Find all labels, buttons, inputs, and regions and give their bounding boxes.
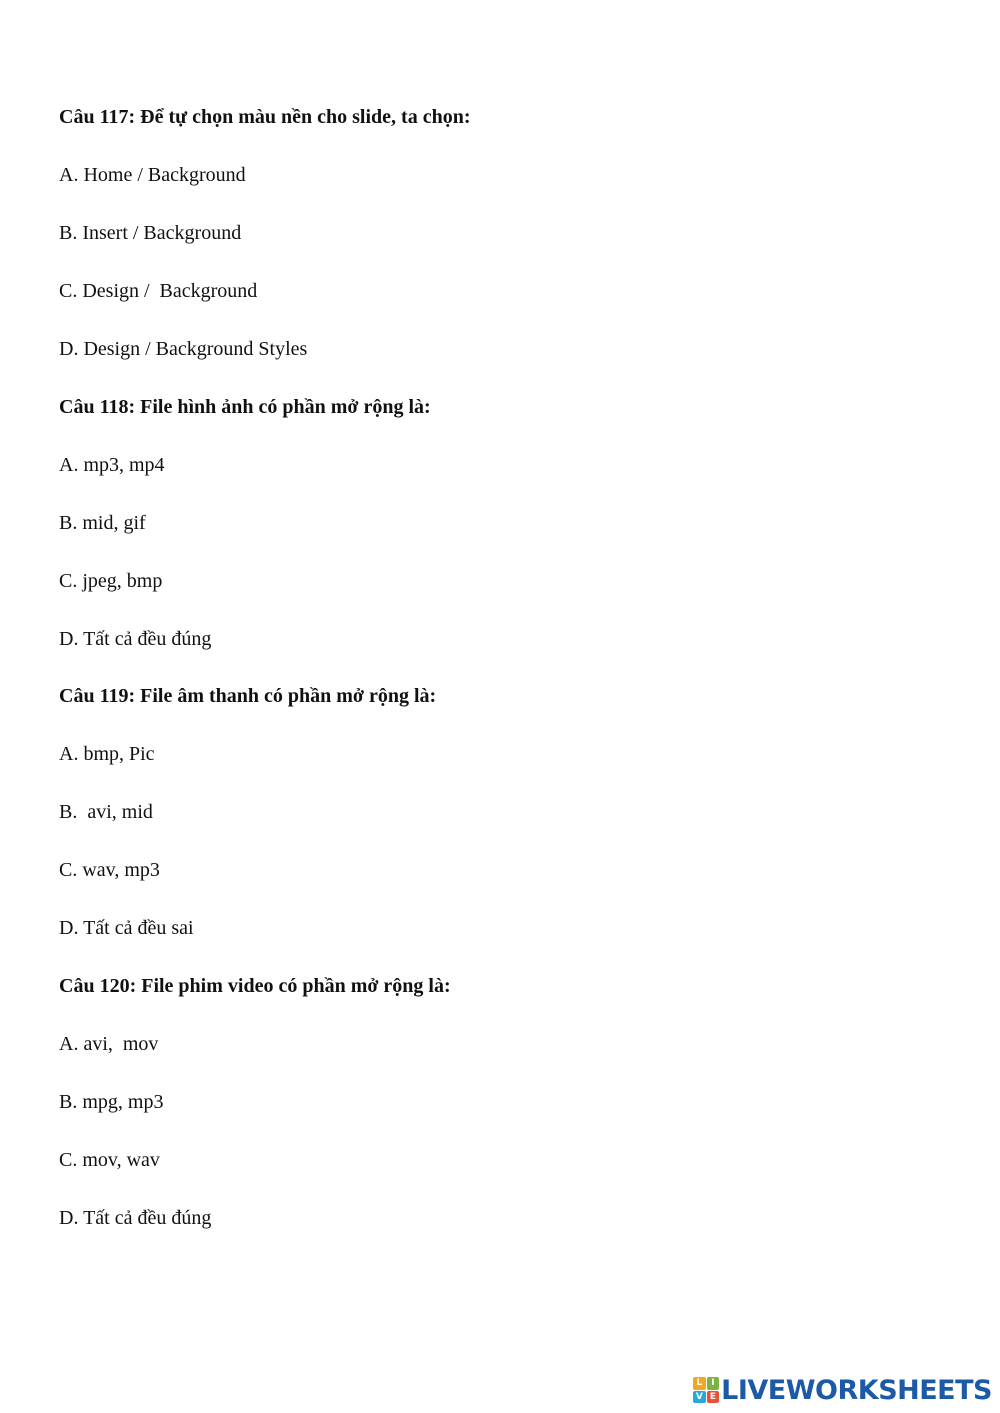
question-119-option-b: B. avi, mid [59, 801, 153, 823]
logo-tile-l: L [693, 1377, 706, 1390]
question-120-title: Câu 120: File phim video có phần mở rộng là: [59, 975, 451, 997]
logo-tile-e: E [707, 1391, 720, 1404]
question-119-option-d: D. Tất cả đều sai [59, 917, 194, 939]
question-119-title: Câu 119: File âm thanh có phần mở rộng là: [59, 685, 437, 707]
question-120-option-d: D. Tất cả đều đúng [59, 1207, 212, 1229]
question-118-option-d: D. Tất cả đều đúng [59, 628, 212, 650]
question-119-option-a: A. bmp, Pic [59, 743, 155, 765]
liveworksheets-logo-icon [693, 1377, 719, 1403]
question-118-option-a: A. mp3, mp4 [59, 454, 165, 476]
question-117-title: Câu 117: Để tự chọn màu nền cho slide, ta chọn: [59, 106, 471, 128]
question-118-option-c: C. jpeg, bmp [59, 570, 163, 592]
question-119-option-c: C. wav, mp3 [59, 859, 160, 881]
logo-tile-i: I [707, 1377, 720, 1390]
question-118-title: Câu 118: File hình ảnh có phần mở rộng là: [59, 396, 431, 418]
question-117-option-d: D. Design / Background Styles [59, 338, 308, 360]
liveworksheets-brand [693, 1373, 992, 1407]
question-120-option-a: A. avi, mov [59, 1033, 159, 1055]
question-120-option-c: C. mov, wav [59, 1149, 160, 1171]
logo-tile-v: V [693, 1391, 706, 1404]
question-117-option-a: A. Home / Background [59, 164, 246, 186]
liveworksheets-wordmark: LIVEWORKSHEETS [721, 1374, 992, 1406]
question-117-option-b: B. Insert / Background [59, 222, 242, 244]
question-118-option-b: B. mid, gif [59, 512, 146, 534]
question-117-option-c: C. Design / Background [59, 280, 258, 302]
question-120-option-b: B. mpg, mp3 [59, 1091, 164, 1113]
